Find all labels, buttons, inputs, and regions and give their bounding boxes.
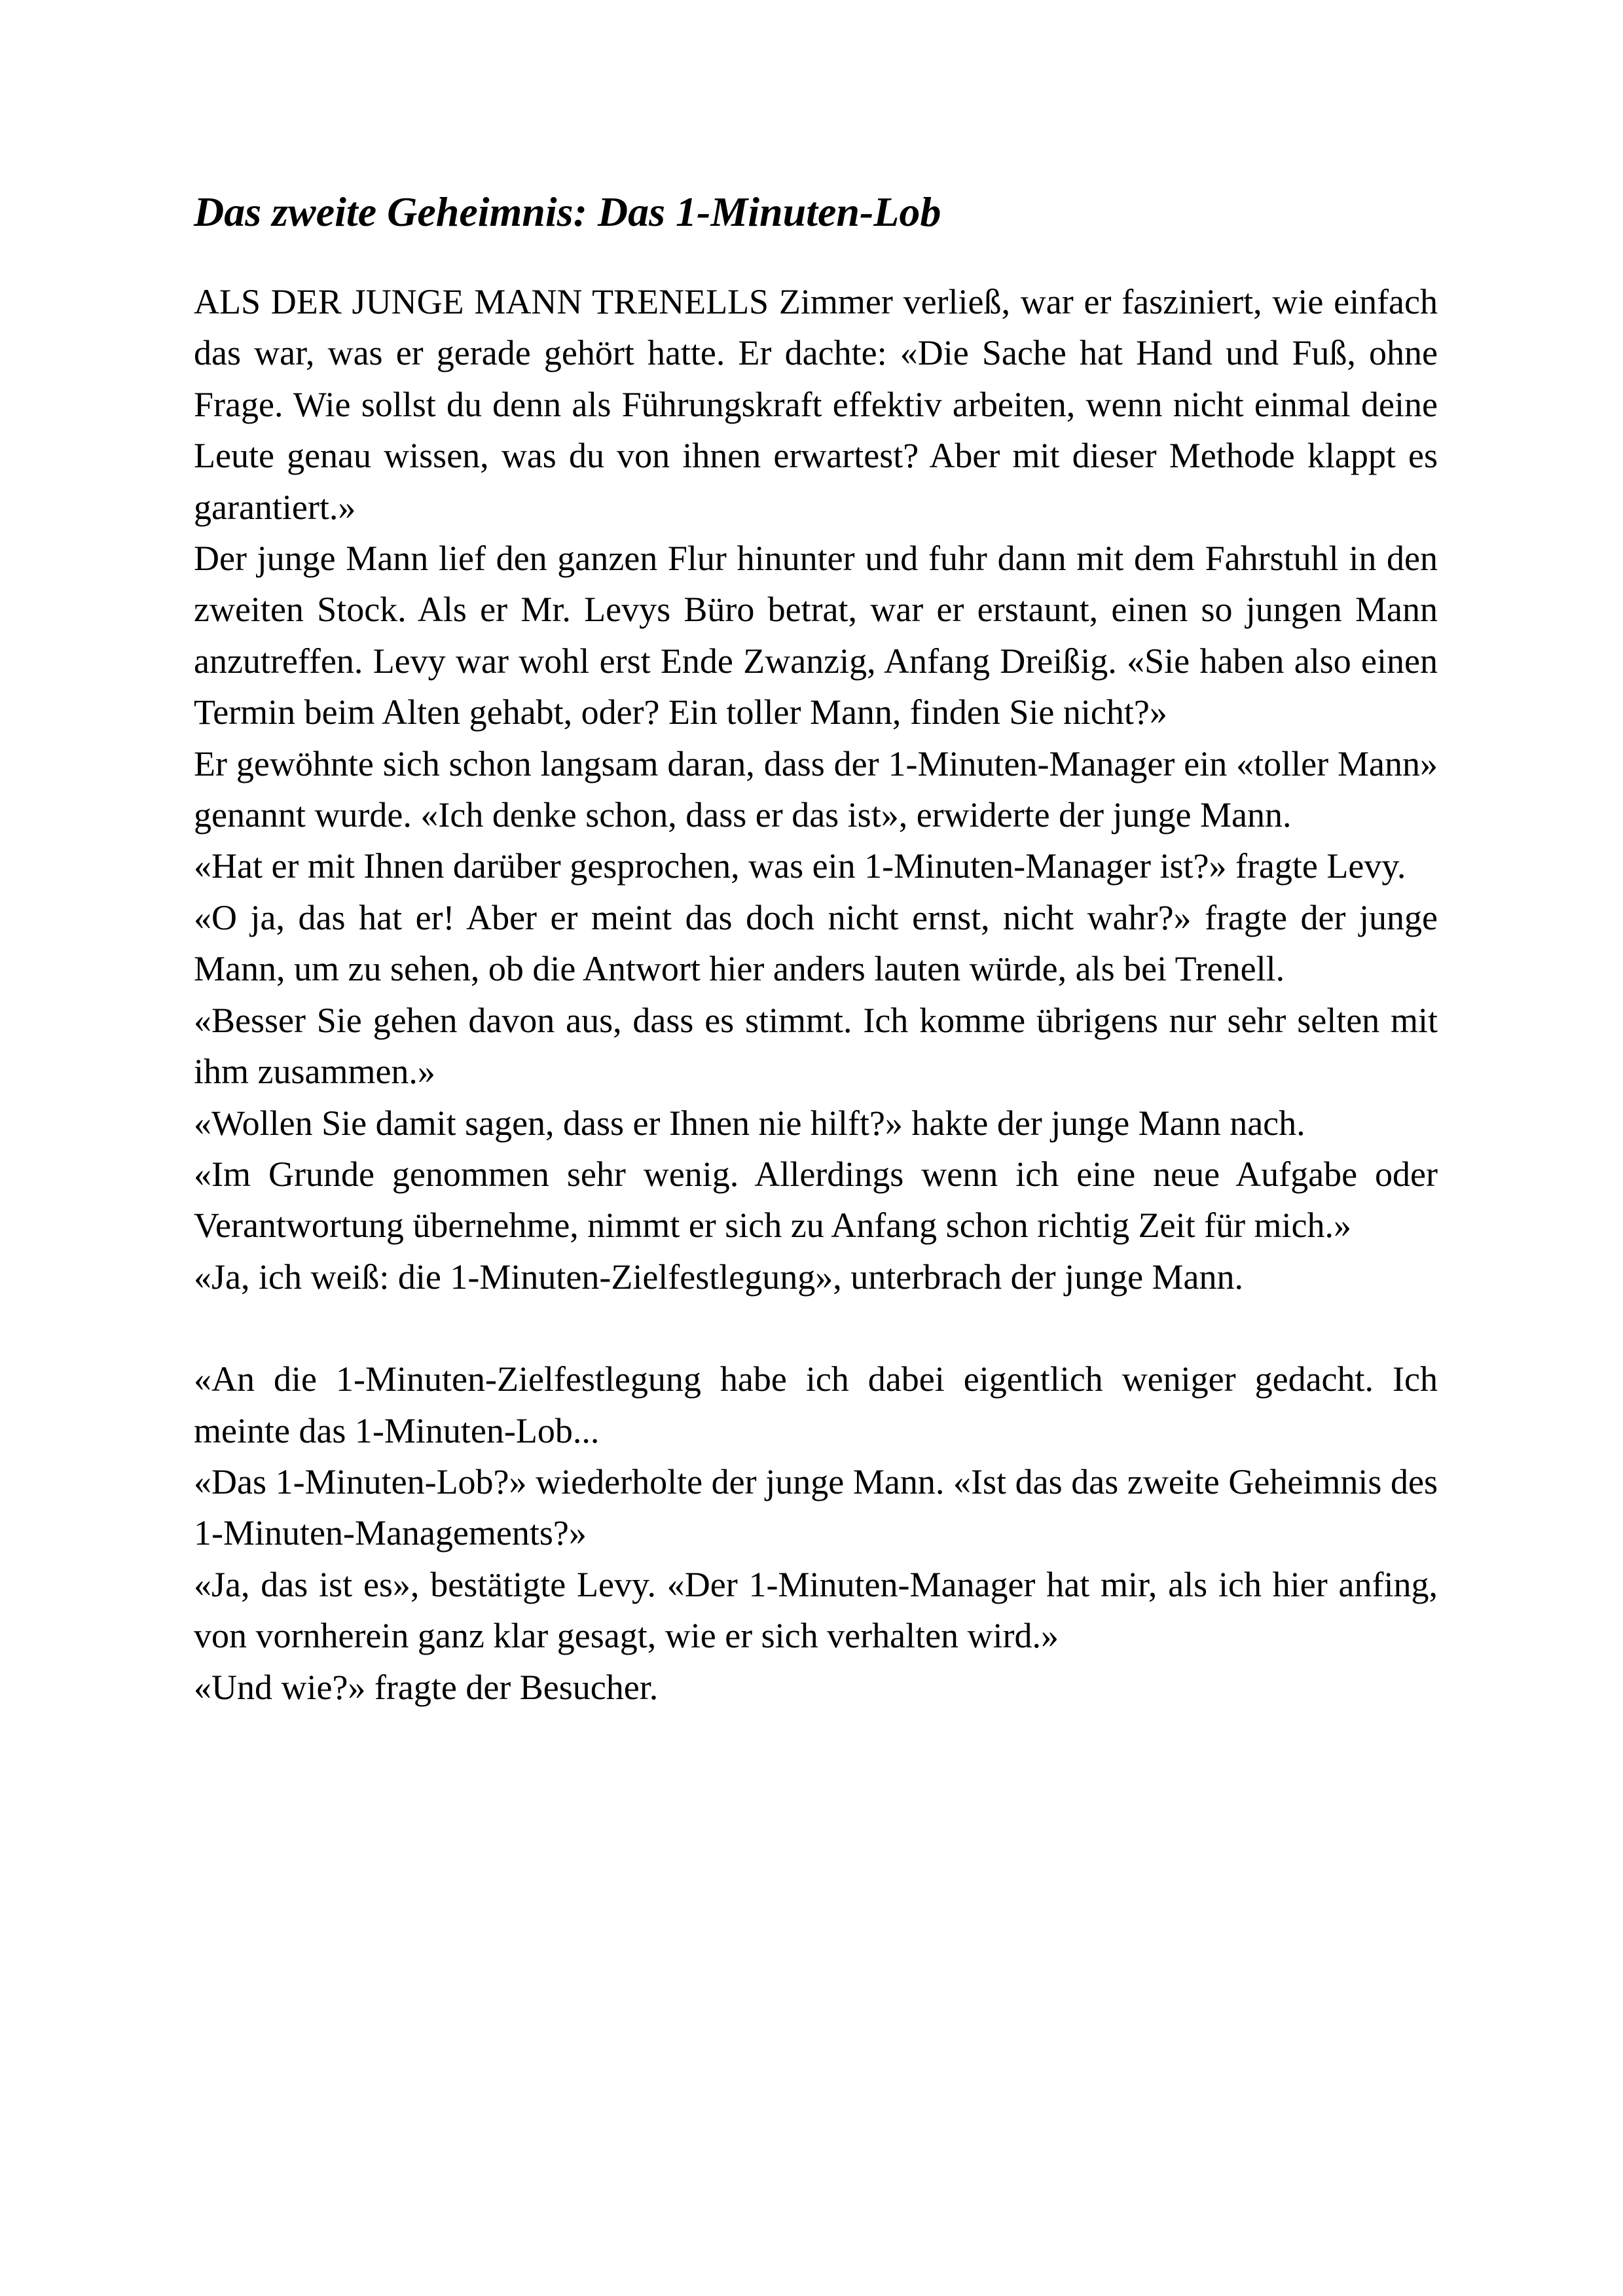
paragraph: «Ja, ich weiß: die 1-Minuten-Zielfestlegung», unterbrach der junge Mann. [194,1257,1244,1297]
paragraph: Der junge Mann lief den ganzen Flur hinunter und fuhr dann mit dem Fahrstuhl in den zweiten Stock. Als er Mr. Levys Büro betrat, war er erstaunt, einen so jungen Mann anzutreffen. Levy war wohl erst Ende Zwanzig, Anfang Dreißig. «Sie haben also einen Termin beim Alten gehabt, oder? Ein toller Mann, finden Sie nicht?» [194,539,1438,732]
document-page [194,186,1438,1713]
paragraph: «Im Grunde genommen sehr wenig. Allerdings wenn ich eine neue Aufgabe oder Verantwortung übernehme, nimmt er sich zu Anfang schon richtig Zeit für mich.» [194,1154,1438,1246]
paragraph: ALS DER JUNGE MANN TRENELLS Zimmer verließ, war er fasziniert, wie einfach das war, was er gerade gehört hatte. Er dachte: «Die Sache hat Hand und Fuß, ohne Frage. Wie sollst du denn als Führungskraft effektiv arbeiten, wenn nicht einmal deine Leute genau wissen, was du von ihnen erwartest? Aber mit dieser Methode klappt es garantiert.» [194,282,1438,527]
paragraph: Er gewöhnte sich schon langsam daran, dass der 1-Minuten-Manager ein «toller Mann» genannt wurde. «Ich denke schon, dass er das ist», erwiderte der junge Mann. [194,744,1438,835]
paragraph: «Das 1-Minuten-Lob?» wiederholte der junge Mann. «Ist das das zweite Geheimnis des 1-Minuten-Managements?» [194,1462,1438,1553]
paragraph: «Hat er mit Ihnen darüber gesprochen, was ein 1-Minuten-Manager ist?» fragte Levy. [194,846,1406,886]
paragraph: «O ja, das hat er! Aber er meint das doch nicht ernst, nicht wahr?» fragte der junge Mann, um zu sehen, ob die Antwort hier anders lauten würde, als bei Trenell. [194,897,1438,989]
paragraph: «Ja, das ist es», bestätigte Levy. «Der 1-Minuten-Manager hat mir, als ich hier anfing, von vornherein ganz klar gesagt, wie er sich verhalten wird.» [194,1564,1438,1656]
paragraph: «Besser Sie gehen davon aus, dass es stimmt. Ich komme übrigens nur sehr selten mit ihm zusammen.» [194,1000,1438,1092]
paragraph: «Wollen Sie damit sagen, dass er Ihnen nie hilft?» hakte der junge Mann nach. [194,1103,1305,1143]
chapter-title: Das zweite Geheimnis: Das 1-Minuten-Lob [194,188,941,235]
paragraph: «An die 1-Minuten-Zielfestlegung habe ich dabei eigentlich weniger gedacht. Ich meinte das 1-Minuten-Lob... [194,1359,1438,1450]
paragraph: «Und wie?» fragte der Besucher. [194,1667,659,1707]
